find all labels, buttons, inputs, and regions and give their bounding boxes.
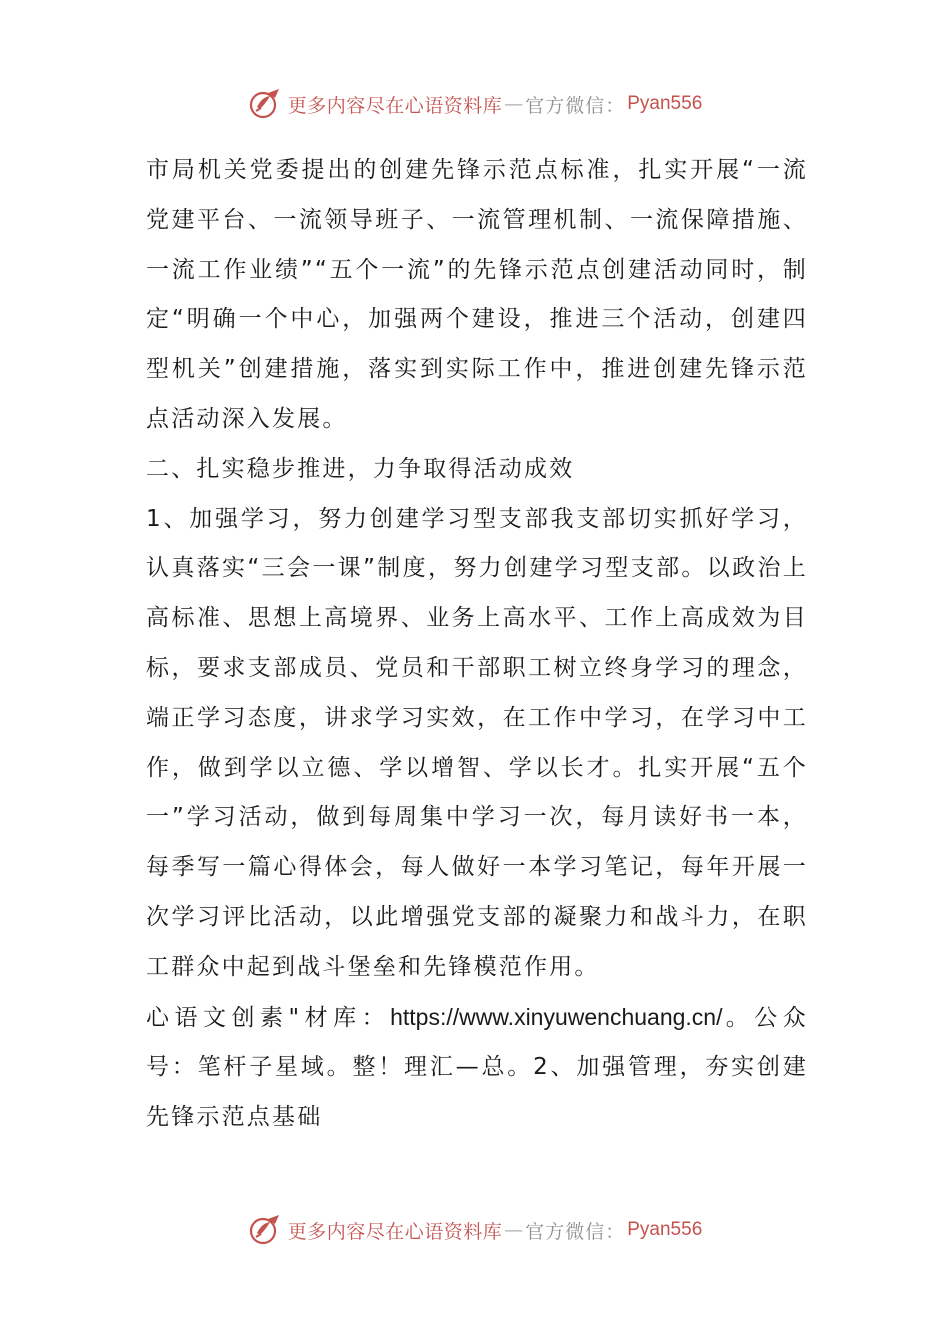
banner-wechat-id: Pyan556: [627, 93, 703, 114]
banner-wechat-id: Pyan556: [627, 1219, 703, 1240]
paragraph-study: 1、加强学习，努力创建学习型支部我支部切实抓好学习，认真落实“三会一课”制度，努力创建学习型支部。以政治上高标准、思想上高境界、业务上高水平、工作上高成效为目标，要求支部成员、党员和干部职工树立终身学习的理念，端正学习态度，讲求学习实效，在工作中学习，在学习中工作，做到学以立德、学以增智、学以长才。扎实开展“五个一”学习活动，做到每周集中学习一次，每月读好书一本，每季写一篇心得体会，每人做好一本学习笔记，每年开展一次学习评比活动，以此增强党支部的凝聚力和战斗力，在职工群众中起到战斗堡垒和先锋模范作用。: [146, 505, 808, 980]
source-note-suffix: 。公众号：笔杆子星域。整！理汇—总。2、加强管理，夯实创建先锋示范点基础: [146, 1004, 808, 1131]
header-banner: [0, 84, 950, 124]
source-note-prefix: 心语文创素"材库：: [146, 1004, 391, 1031]
banner-official-label: 官方微信：: [525, 94, 626, 117]
source-url-link[interactable]: https://www.xinyuwenchuang.cn/: [390, 1003, 723, 1030]
banner-dash: —: [504, 93, 524, 115]
pen-logo-icon: [248, 1213, 282, 1247]
banner-official-label: 官方微信：: [525, 1220, 626, 1243]
banner-brand-text: 更多内容尽在心语资料库: [287, 94, 503, 117]
paragraph-intro: 市局机关党委提出的创建先锋示范点标准，扎实开展“一流党建平台、一流领导班子、一流管理机制、一流保障措施、一流工作业绩”“五个一流”的先锋示范点创建活动同时，制定“明确一个中心，加强两个建设，推进三个活动，创建四型机关”创建措施，落实到实际工作中，推进创建先锋示范点活动深入发展。: [146, 157, 808, 432]
footer-banner: [0, 1210, 950, 1250]
paragraph-source-note: [146, 993, 808, 1143]
section-heading-two: 二、扎实稳步推进，力争取得活动成效: [146, 455, 575, 482]
pen-logo-icon: [248, 87, 282, 121]
banner-dash: —: [504, 1219, 524, 1241]
document-body: [146, 146, 808, 1143]
banner-brand-text: 更多内容尽在心语资料库: [287, 1220, 503, 1243]
